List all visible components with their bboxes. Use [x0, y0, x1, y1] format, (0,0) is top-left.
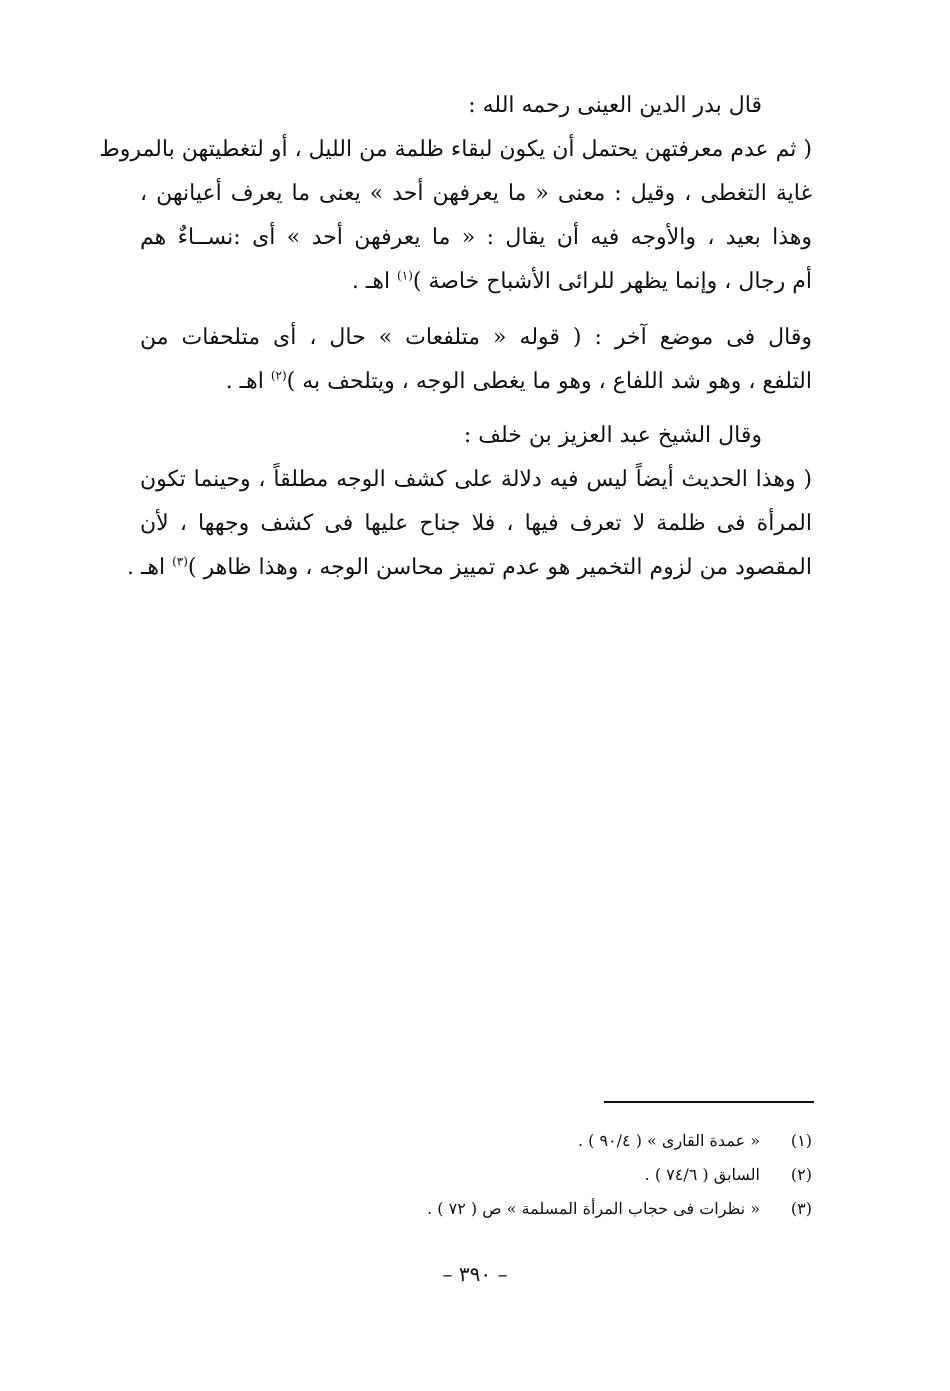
body-text-segment: أم رجال ، وإنما يظهر للرائى الأشباح خاصة ): [412, 269, 812, 294]
body-line-last: [126, 546, 812, 590]
footnote-number: (١): [790, 1131, 812, 1150]
footnote-text: السابق ( ٧٤/٦ ) .: [644, 1165, 760, 1184]
body-text-segment: المقصود من لزوم التخمير هو عدم تمييز محاسن الوجه ، وهذا ظاهر ): [187, 555, 812, 580]
body-line: وقال فى موضع آخر : ( قوله « متلفعات » حال ، أى متلحفات من: [140, 325, 812, 350]
paragraph-heading: وقال الشيخ عبد العزيز بن خلف :: [463, 423, 762, 448]
body-line: غاية التغطى ، وقيل : معنى « ما يعرفهن أحد » يعنى ما يعرف أعيانهن ،: [140, 181, 812, 206]
footnote-number: (٢): [790, 1165, 812, 1184]
footnote-separator: [604, 1101, 814, 1103]
footnote-text: « نظرات فى حجاب المرأة المسلمة » ص ( ٧٢ ) .: [427, 1199, 760, 1218]
footnote-item: [300, 1158, 812, 1192]
body-line-last: [140, 360, 812, 404]
body-text-segment: التلفع ، وهو شد اللفاع ، وهو ما يغطى الوجه ، ويتلحف به ): [286, 369, 812, 394]
body-line: ( ثم عدم معرفتهن يحتمل أن يكون لبقاء ظلمة من الليل ، أو لتغطيتهن بالمروط: [99, 137, 812, 162]
body-text-segment: اهـ .: [225, 369, 271, 394]
paragraph-aini-quote: [99, 84, 812, 304]
footnote-marker: (٣): [172, 554, 188, 569]
body-text-segment: اهـ .: [351, 269, 398, 294]
footnote-item: [300, 1192, 812, 1226]
footnote-text: « عمدة القارى » ( ٩٠/٤ ) .: [577, 1131, 760, 1150]
footnote-marker: (٢): [270, 368, 287, 383]
body-line-last: [140, 260, 812, 304]
page-number: – ٣٩٠ –: [442, 1262, 508, 1286]
body-line: المرأة فى ظلمة لا تعرف فيها ، فلا جناح عليها فى كشف وجهها ، لأن: [140, 511, 812, 536]
paragraph-ibn-khalaf-quote: [126, 414, 812, 590]
footnote-marker: (١): [397, 268, 413, 283]
footnotes: [300, 1124, 812, 1226]
footnote-number: (٣): [790, 1199, 812, 1218]
paragraph-heading: قال بدر الدين العينى رحمه الله :: [468, 93, 762, 118]
body-line: ( وهذا الحديث أيضاً ليس فيه دلالة على كشف الوجه مطلقاً ، وحينما تكون: [140, 467, 812, 492]
body-text-segment: اهـ .: [126, 555, 173, 580]
footnote-item: [300, 1124, 812, 1158]
body-line: وهذا بعيد ، والأوجه فيه أن يقال : « ما يعرفهن أحد » أى :نســاءٌ هم: [140, 225, 812, 250]
paragraph-other-place-quote: [140, 316, 812, 404]
